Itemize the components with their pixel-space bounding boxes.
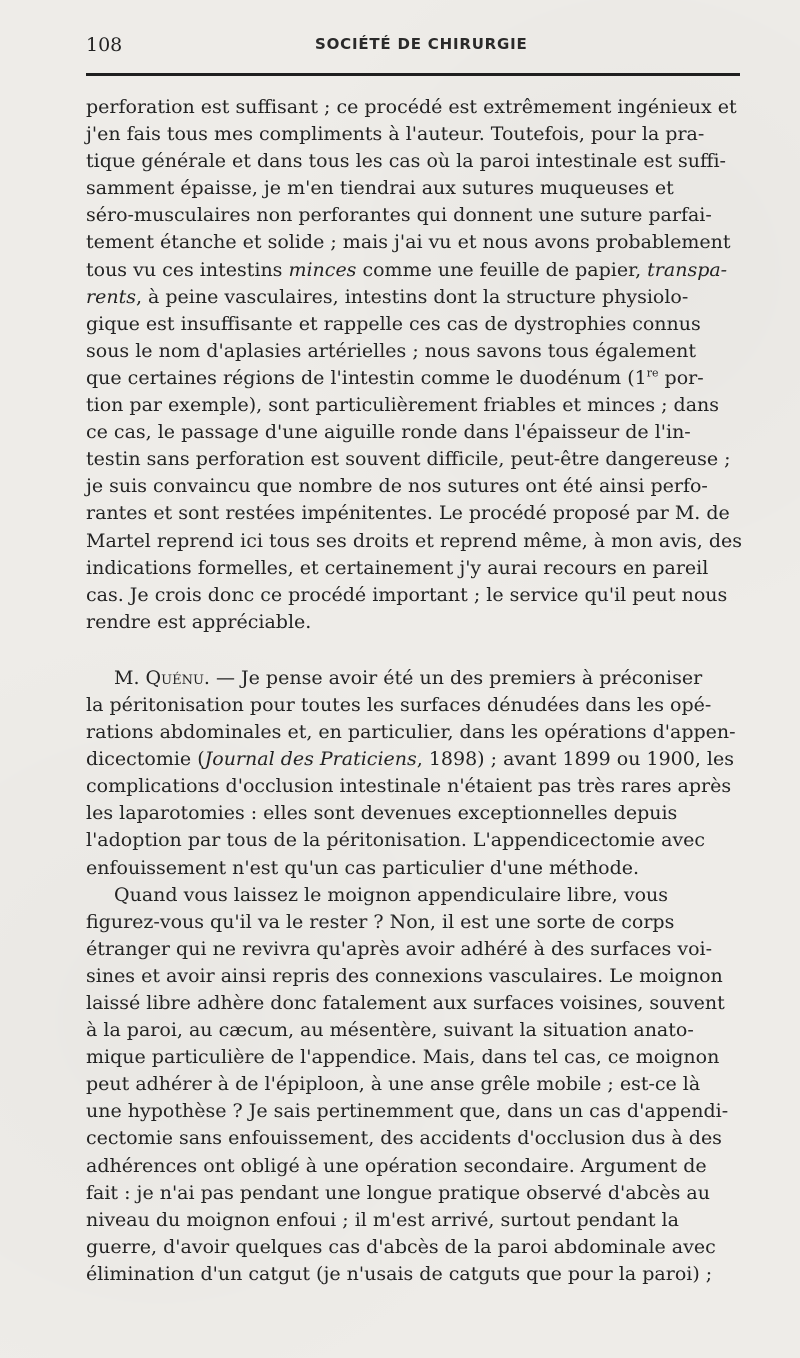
text-line: testin sans perforation est souvent difficile, peut-être dangereuse ;: [86, 448, 731, 471]
text-line: indications formelles, et certainement j'y aurai recours en pareil: [86, 556, 709, 579]
text-line: cas. Je crois donc ce procédé important ; le service qu'il peut nous: [86, 583, 728, 606]
text-line: adhérences ont obligé à une opération secondaire. Argument de: [86, 1154, 707, 1177]
text-line: rations abdominales et, en particulier, dans les opérations d'appen-: [86, 721, 736, 744]
text-line: je suis convaincu que nombre de nos sutures ont été ainsi perfo-: [86, 475, 708, 498]
text-line: la péritonisation pour toutes les surfaces dénudées dans les opé-: [86, 693, 712, 716]
text-line: étranger qui ne revivra qu'après avoir adhéré à des surfaces voi-: [86, 937, 713, 960]
text-line: [86, 257, 753, 284]
page-number: 108: [86, 34, 123, 56]
text-segment: dicectomie (: [86, 748, 205, 771]
text-segment: M.: [114, 666, 146, 689]
text-line: samment épaisse, je m'en tiendrai aux sutures muqueuses et: [86, 177, 674, 200]
text-line: enfouissement n'est qu'un cas particulier d'une méthode.: [86, 856, 640, 879]
text-line: perforation est suffisant ; ce procédé est extrêmement ingénieux et: [86, 96, 737, 118]
text-line: tique générale et dans tous les cas où la paroi intestinale est suffi-: [86, 150, 726, 173]
text-line: j'en fais tous mes compliments à l'auteur. Toutefois, pour la pra-: [86, 123, 705, 146]
italic-term: minces: [288, 258, 357, 281]
italic-term: transpa-: [647, 258, 728, 281]
text-line: figurez-vous qu'il va le rester ? Non, il est une sorte de corps: [86, 910, 675, 933]
text-segment: por-: [658, 366, 704, 389]
header-rule: [86, 73, 740, 76]
text-line: [86, 365, 753, 392]
text-line: mique particulière de l'appendice. Mais, dans tel cas, ce moignon: [86, 1046, 720, 1069]
article-text: [86, 94, 753, 1288]
text-line: ce cas, le passage d'une aiguille ronde dans l'épaisseur de l'in-: [86, 421, 691, 444]
text-line: niveau du moignon enfoui ; il m'est arrivé, surtout pendant la: [86, 1208, 679, 1231]
paragraph-gap: [86, 636, 753, 665]
text-line: une hypothèse ? Je sais pertinemment que, dans un cas d'appendi-: [86, 1100, 729, 1123]
text-line: tion par exemple), sont particulièrement friables et minces ; dans: [86, 394, 720, 417]
text-line: à la paroi, au cæcum, au mésentère, suivant la situation anato-: [86, 1019, 694, 1042]
text-segment: que certaines régions de l'intestin comme le duodénum (1: [86, 366, 647, 389]
text-segment: . — Je pense avoir été un des premiers à préconiser: [203, 666, 703, 689]
text-line: [86, 746, 753, 773]
page-header: [86, 33, 755, 61]
text-line: rantes et sont restées impénitentes. Le procédé proposé par M. de: [86, 502, 730, 525]
text-segment: tous vu ces intestins: [86, 258, 289, 281]
speaker-name: Quénu: [145, 666, 204, 689]
text-segment: , à peine vasculaires, intestins dont la structure physiolo-: [135, 285, 689, 308]
text-line: gique est insuffisante et rappelle ces cas de dystrophies connus: [86, 312, 701, 335]
text-line: Quand vous laissez le moignon appendiculaire libre, vous: [114, 883, 669, 906]
text-line: fait : je n'ai pas pendant une longue pratique observé d'abcès au: [86, 1181, 710, 1204]
text-line: sines et avoir ainsi repris des connexions vasculaires. Le moignon: [86, 964, 723, 987]
text-line: séro-musculaires non perforantes qui donnent une suture parfai-: [86, 204, 712, 227]
italic-term: rents: [86, 285, 136, 308]
text-line: les laparotomies : elles sont devenues exceptionnelles depuis: [86, 802, 678, 825]
text-segment: comme une feuille de papier,: [356, 258, 648, 281]
text-line: l'adoption par tous de la péritonisation. L'appendicectomie avec: [86, 829, 706, 852]
text-line: guerre, d'avoir quelques cas d'abcès de la paroi abdominale avec: [86, 1235, 716, 1258]
running-title: SOCIÉTÉ DE CHIRURGIE: [315, 35, 528, 53]
ordinal-superscript: re: [646, 366, 659, 380]
text-line: [86, 284, 753, 311]
text-line: élimination d'un catgut (je n'usais de catguts que pour la paroi) ;: [86, 1262, 713, 1285]
text-line: rendre est appréciable.: [86, 610, 312, 633]
text-line: complications d'occlusion intestinale n'étaient pas très rares après: [86, 775, 732, 798]
text-line: cectomie sans enfouissement, des accidents d'occlusion dus à des: [86, 1127, 722, 1150]
text-line: tement étanche et solide ; mais j'ai vu et nous avons probablement: [86, 231, 731, 254]
text-segment: , 1898) ; avant 1899 ou 1900, les: [416, 748, 734, 771]
text-line: laissé libre adhère donc fatalement aux surfaces voisines, souvent: [86, 992, 725, 1014]
journal-title: Journal des Praticiens: [204, 748, 417, 771]
text-line: peut adhérer à de l'épiploon, à une anse grêle mobile ; est-ce là: [86, 1073, 701, 1096]
text-line: [86, 665, 753, 692]
text-line: sous le nom d'aplasies artérielles ; nous savons tous également: [86, 339, 697, 362]
text-line: Martel reprend ici tous ses droits et reprend même, à mon avis, des: [86, 529, 743, 552]
